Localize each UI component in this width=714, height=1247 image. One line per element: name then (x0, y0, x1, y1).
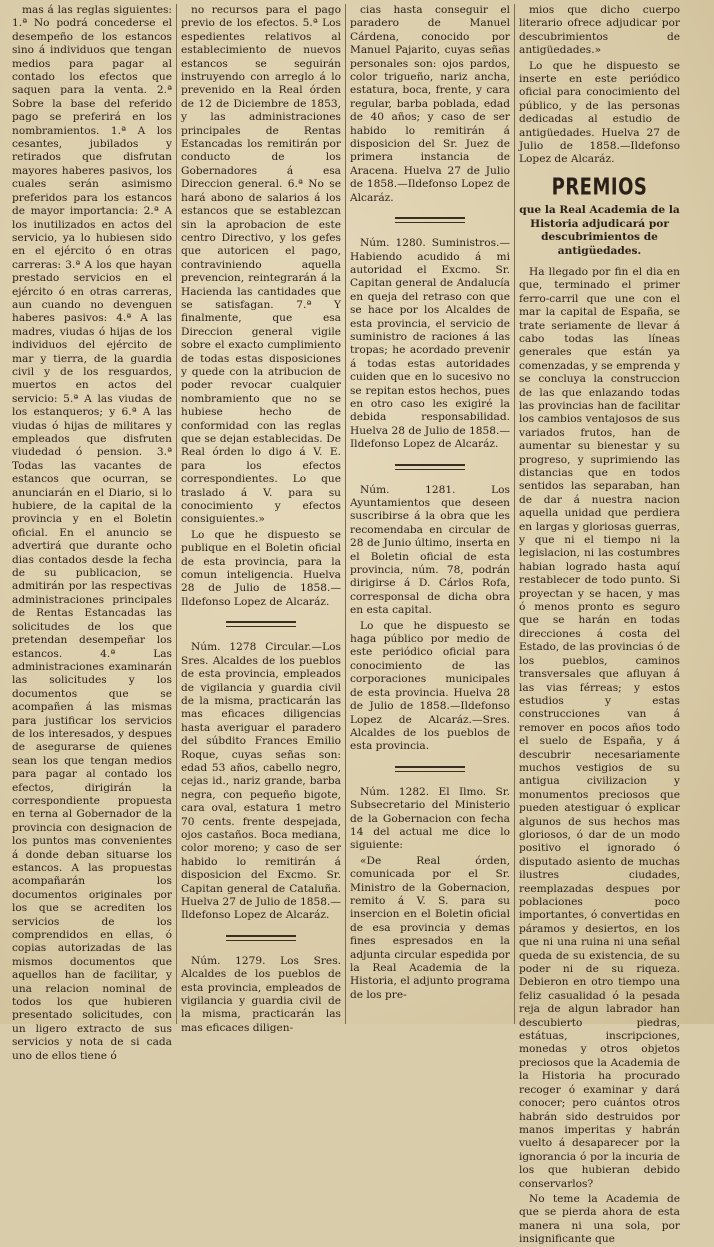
column-1 (8, 4, 177, 1062)
paragraph: Núm. 1281. Los Ayuntamientos que deseen suscribirse á la obra que les recomendaba en circular de 28 de Junio último, inserta en el Boletin oficial de esta provincia, núm. 78, podrán dirigirse á D. Cárlos Rofa, corresponsal de dicha obra en esta capital. (350, 483, 510, 617)
paragraph: Ha llegado por fin el dia en que, terminado el primer ferro-carril que une con el mar la capital de España, se trate seriamente de llevar á cabo todas las líneas generales que están ya comenzadas, y se emprenda y se concluya la construccion de las que enlazando todas las provincias han de facilitar los cambios ventajosos de sus variados frutos, han de aumentar su bienestar y su progreso, y suprimiendo las distancias que en todos sentidos las separaban, han de dar á nuestra nacion aquella unidad que perdiera en largas y gloriosas guerras, y que ni el tiempo ni la legislacion, ni las costumbres habian logrado hasta aquí restablecer de todo punto. Si proyectan y se hacen, y mas ó menos pronto es seguro que se harán en todas direcciones á costa del Estado, de las provincias ó de los pueblos, caminos transversales que afluyan á las vias férreas; y estos estudios y estas construcciones van á remover en pocos años todo el suelo de España, y á descubrir necesariamente muchos vestigios de su antigua civilizacion y monumentos preciosos que pueden atestiguar ó explicar algunos de sus hechos mas gloriosos, ó dar de un modo positivo el ignorado ó disputado asiento de muchas ilustres ciudades, reemplazadas despues por poblaciones poco importantes, ó convertidas en páramos y desiertos, en los que ni una ruina ni una señal queda de su existencia, de su poder ni de su riqueza. Debieron en otro tiempo una feliz casualidad ó la pesada reja de algun labrador han descubierto piedras, estátuas, inscripciones, monedas y otros objetos preciosos que la Academia de la Historia ha procurado recoger ó examinar y dará conocer; pero cuántos otros habrán sido destruidos por manos imperitas y habrán vuelto á desaparecer por la ignorancia ó por la incuria de los que hubieran debido conservarlos? (519, 265, 680, 1190)
paragraph: cias hasta conseguir el paradero de Manuel Cárdena, conocido por Manuel Pajarito, cuyas señas personales son: ojos pardos, color trigueño, nariz ancha, estatura, boca, frente, y cara regular, barba poblada, edad de 40 años; y caso de ser habido lo remitirán á disposicion del Sr. Juez de primera instancia de Aracena. Huelva 27 de Julio de 1858.—Ildefonso Lopez de Alcaráz. (350, 4, 510, 204)
section-subheading: que la Real Academia de la Historia adjudicará por descubrimientos de antigüedades. (519, 204, 680, 257)
section-heading: PREMIOS (551, 173, 648, 201)
column-3 (346, 4, 515, 1024)
paragraph: Lo que he dispuesto se haga público por medio de este periódico oficial para conocimiento de las corporaciones municipales de esta provincia. Huelva 28 de Julio de 1858.—Ildefonso Lopez de Alcaráz.—Sres. Alcaldes de los pueblos de esta provincia. (350, 619, 510, 753)
paragraph: Núm. 1278 Circular.—Los Sres. Alcaldes de los pueblos de esta provincia, empleados de vigilancia y guardia civil de la misma, practicarán las mas eficaces diligencias hasta averiguar el paradero del súbdito Frances Emilio Roque, cuyas señas son: edad 53 años, cabello negro, cejas id., nariz grande, barba negra, con pequeño bigote, cara oval, estatura 1 metro 70 cents. frente despejada, ojos castaños. Boca mediana, color moreno; y caso de ser habido lo remitirán á disposicion del Excmo. Sr. Capitan general de Cataluña. Huelva 27 de Julio de 1858.—Ildefonso Lopez de Alcaráz. (181, 641, 341, 922)
paragraph: Lo que he dispuesto se inserte en este periódico oficial para conocimiento del público, y de las personas dedicadas al estudio de antigüedades. Huelva 27 de Julio de 1858.—Ildefonso Lopez de Alcaráz. (519, 59, 680, 166)
paragraph: Núm. 1279. Los Sres. Alcaldes de los pueblos de esta provincia, empleados de vigilancia y guardia civil de la misma, practicarán las mas eficaces diligen- (181, 954, 341, 1034)
column-4 (515, 4, 684, 1246)
paragraph: mios que dicho cuerpo literario ofrece adjudicar por descubrimientos de antigüedades.» (519, 4, 680, 57)
divider-rule (395, 217, 465, 223)
paragraph: mas á las reglas siguientes: 1.ª No podrá concederse el desempeño de los estancos sino á individuos que tengan medios para pagar al contado los efectos que saquen para la venta. 2.ª Sobre la base del referido pago se preferirá en los nombramientos. 1.ª A los cesantes, jubilados y retirados que disfrutan mayores haberes pasivos, los cuales serán asimismo preferidos para los estancos de mayor importancia: 2.ª A los inutilizados en actos del servicio, ya lo hubiesen sido en el ejército ó en otras carreras: 3.ª A los que hayan prestado servicios en el ejército ó en otras carreras, aun cuando no devenguen haberes pasivos: 4.ª A las madres, viudas ó hijas de los individuos del ejército de mar y tierra, de la guardia civil y de los resguardos, muertos en actos del servicio: 5.ª A las viudas de los estanqueros; y 6.ª A las viudas ó hijas de militares y empleados que disfruten viudedad ó pension. 3.ª Todas las vacantes de estancos que ocurran, se anunciarán en el Diario, si lo hubiere, de la capital de la provincia y en el Boletin oficial. En el anuncio se advertirá que durante ocho dias contados desde la fecha de su publicacion, se admitirán por las respectivas administraciones principales de Rentas Estancadas las solicitudes de los que pretendan desempeñar los estancos. 4.ª Las administraciones examinarán las solicitudes y los documentos que se acompañen á las mismas para justificar los servicios de los interesados, y despues de asegurarse de quienes sean los que tengan medios para pagar al contado los efectos, dirigirán la correspondiente propuesta en terna al Gobernador de la provincia con designacion de los puntos mas convenientes á donde deban situarse los estancos. A las propuestas acompañarán los documentos originales por los que se acrediten los servicios de los comprendidos en ellas, ó copias autorizadas de las mismos documentos que aquellos han de facilitar, y una relacion nominal de todos los que hubieren presentado solicitudes, con un ligero extracto de sus servicios y nota de si cada uno de ellos tiene ó (12, 4, 172, 1062)
paragraph: no recursos para el pago previo de los efectos. 5.ª Los espedientes relativos al establecimiento de nuevos estancos se seguirán instruyendo con arreglo á lo prevenido en la Real órden de 12 de Diciembre de 1853, y las administraciones principales de Rentas Estancadas los remitirán por conducto de los Gobernadores á esa Direccion general. 6.ª No se hará abono de salarios á los estancos que se establezcan sin la aprobacion de este centro Directivo, y los gefes que autoricen el pago, contraviniendo aquella prevencion, reintegrarán á la Hacienda las cantidades que se satisfagan. 7.ª Y finalmente, que esa Direccion general vigile sobre el exacto cumplimiento de todas estas disposiciones y quede con la atribucion de poder revocar cualquier nombramiento que no se hubiese hecho de conformidad con las reglas que se dejan establecidas. De Real órden lo digo á V. E. para los efectos correspondientes. Lo que traslado á V. para su conocimiento y efectos consiguientes.» (181, 4, 341, 526)
paragraph: Núm. 1280. Suministros.—Habiendo acudido á mi autoridad el Excmo. Sr. Capitan general de Andalucía en queja del retraso con que se hace por los Alcaldes de esta provincia, el servicio de suministro de raciones á las tropas; he acordado prevenir á todas estas autoridades cuiden que en lo sucesivo no se repitan estos hechos, pues en otro caso les exigiré la debida responsabilidad. Huelva 28 de Julio de 1858.—Ildefonso Lopez de Alcaráz. (350, 237, 510, 451)
paragraph: No teme la Academia de que se pierda ahora de esta manera ni una sola, por insignificante que (519, 1192, 680, 1246)
divider-rule (395, 464, 465, 470)
divider-rule (226, 935, 296, 941)
divider-rule (226, 621, 296, 627)
column-2 (177, 4, 346, 1034)
paragraph: Núm. 1282. El Ilmo. Sr. Subsecretario del Ministerio de la Gobernacion con fecha 14 del actual me dice lo siguiente: (350, 785, 510, 852)
paragraph: Lo que he dispuesto se publique en el Boletin oficial de esta provincia, para la comun inteligencia. Huelva 28 de Julio de 1858.—Ildefonso Lopez de Alcaráz. (181, 528, 341, 608)
divider-rule (395, 766, 465, 772)
paragraph: «De Real órden, comunicada por el Sr. Ministro de la Gobernacion, remito á V. S. para su insercion en el Boletin oficial de esa provincia y demas fines espresados en la adjunta circular espedida por la Real Academia de la Historia, el adjunto programa de los pre- (350, 854, 511, 1001)
